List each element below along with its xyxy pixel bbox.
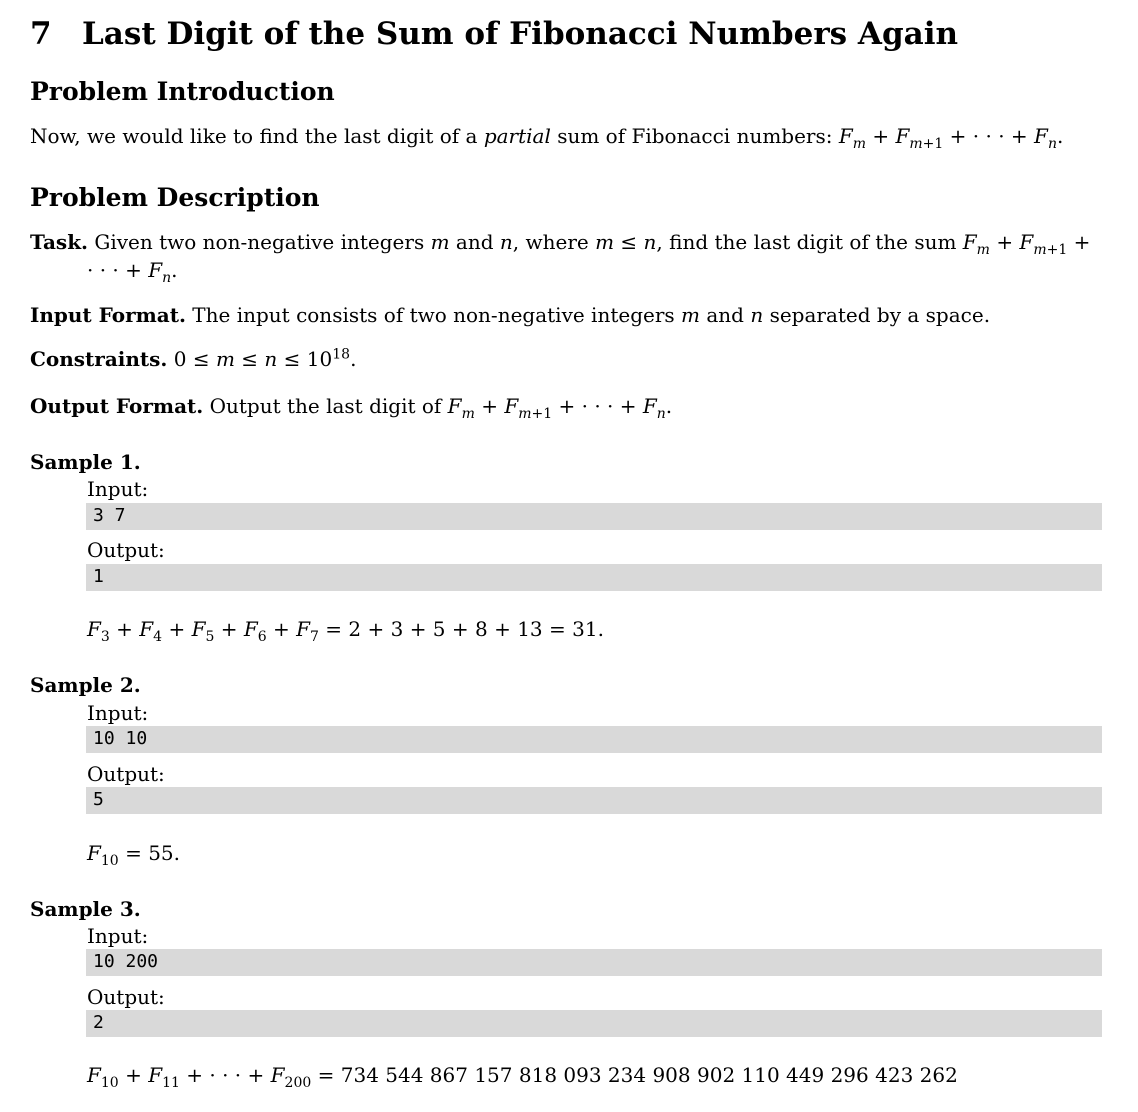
input-format-paragraph: Input Format. The input consists of two non-negative integers m and n separated by a space. — [30, 303, 991, 327]
sample-1-input: 3 7 — [93, 505, 126, 526]
sample-2-explanation: $F_{10} = 55$. — [87, 841, 180, 869]
task-paragraph: Task. Given two non-negative integers m and n, where m ≤ n, find the last digit of the sum $F_m + F_{m+1}$ + — [30, 230, 1091, 258]
sample-3-output-box — [86, 1010, 1102, 1037]
sample-2-output: 5 — [93, 789, 104, 810]
sample-3-input: 10 200 — [93, 951, 159, 972]
constraints-paragraph: Constraints. $0 \le m \le n \le 10^{18}$. — [30, 346, 357, 371]
sample-2-input-label: Input: — [87, 701, 149, 725]
sample-1-output-label: Output: — [87, 538, 165, 562]
sample-1-input-label: Input: — [87, 477, 149, 501]
sample-2-input-box — [86, 726, 1102, 753]
section-title — [30, 16, 958, 52]
sample-1-input-box — [86, 503, 1102, 530]
output-format-label: Output Format. — [30, 394, 204, 418]
sample-3-explanation: $F_{10} + F_{11}$ + · · · + $F_{200} = 734$ 544 867 157 818 093 234 908 902 110 449 296 423 262 — [87, 1063, 958, 1091]
sample-3-output: 2 — [93, 1012, 104, 1033]
description-heading: Problem Description — [30, 183, 320, 212]
sample-2-input: 10 10 — [93, 728, 148, 749]
intro-emphasis: partial — [483, 124, 551, 148]
constraints-label: Constraints. — [30, 347, 168, 371]
sample-1-label: Sample 1. — [30, 450, 141, 474]
input-format-label: Input Format. — [30, 303, 186, 327]
sample-1-output-box — [86, 564, 1102, 591]
section-number: 7 — [30, 16, 52, 52]
sample-1-output: 1 — [93, 566, 104, 587]
intro-heading: Problem Introduction — [30, 77, 335, 106]
sample-3-input-box — [86, 949, 1102, 976]
sample-3-output-label: Output: — [87, 985, 165, 1009]
task-paragraph-cont: · · · + $F_n$. — [87, 258, 178, 286]
sample-1-explanation: $F_3 + F_4 + F_5 + F_6 + F_7 = 2 + 3 + 5 + 8 + 13 = 31$. — [87, 617, 604, 645]
sample-2-label: Sample 2. — [30, 673, 141, 697]
sample-2-output-label: Output: — [87, 762, 165, 786]
sample-3-label: Sample 3. — [30, 897, 141, 921]
intro-paragraph: Now, we would like to find the last digit of a partial sum of Fibonacci numbers: $F_m + F_{m+1}$ + · · · + $F_n$. — [30, 124, 1064, 152]
sample-2-output-box — [86, 787, 1102, 814]
section-title-text: Last Digit of the Sum of Fibonacci Numbers Again — [82, 16, 959, 52]
sample-3-input-label: Input: — [87, 924, 149, 948]
output-format-paragraph: Output Format. Output the last digit of $F_m + F_{m+1}$ + · · · + $F_n$. — [30, 394, 673, 422]
task-label: Task. — [30, 230, 89, 254]
intro-formula: $F_m + F_{m+1}$ + · · · + $F_n$. — [838, 124, 1064, 152]
